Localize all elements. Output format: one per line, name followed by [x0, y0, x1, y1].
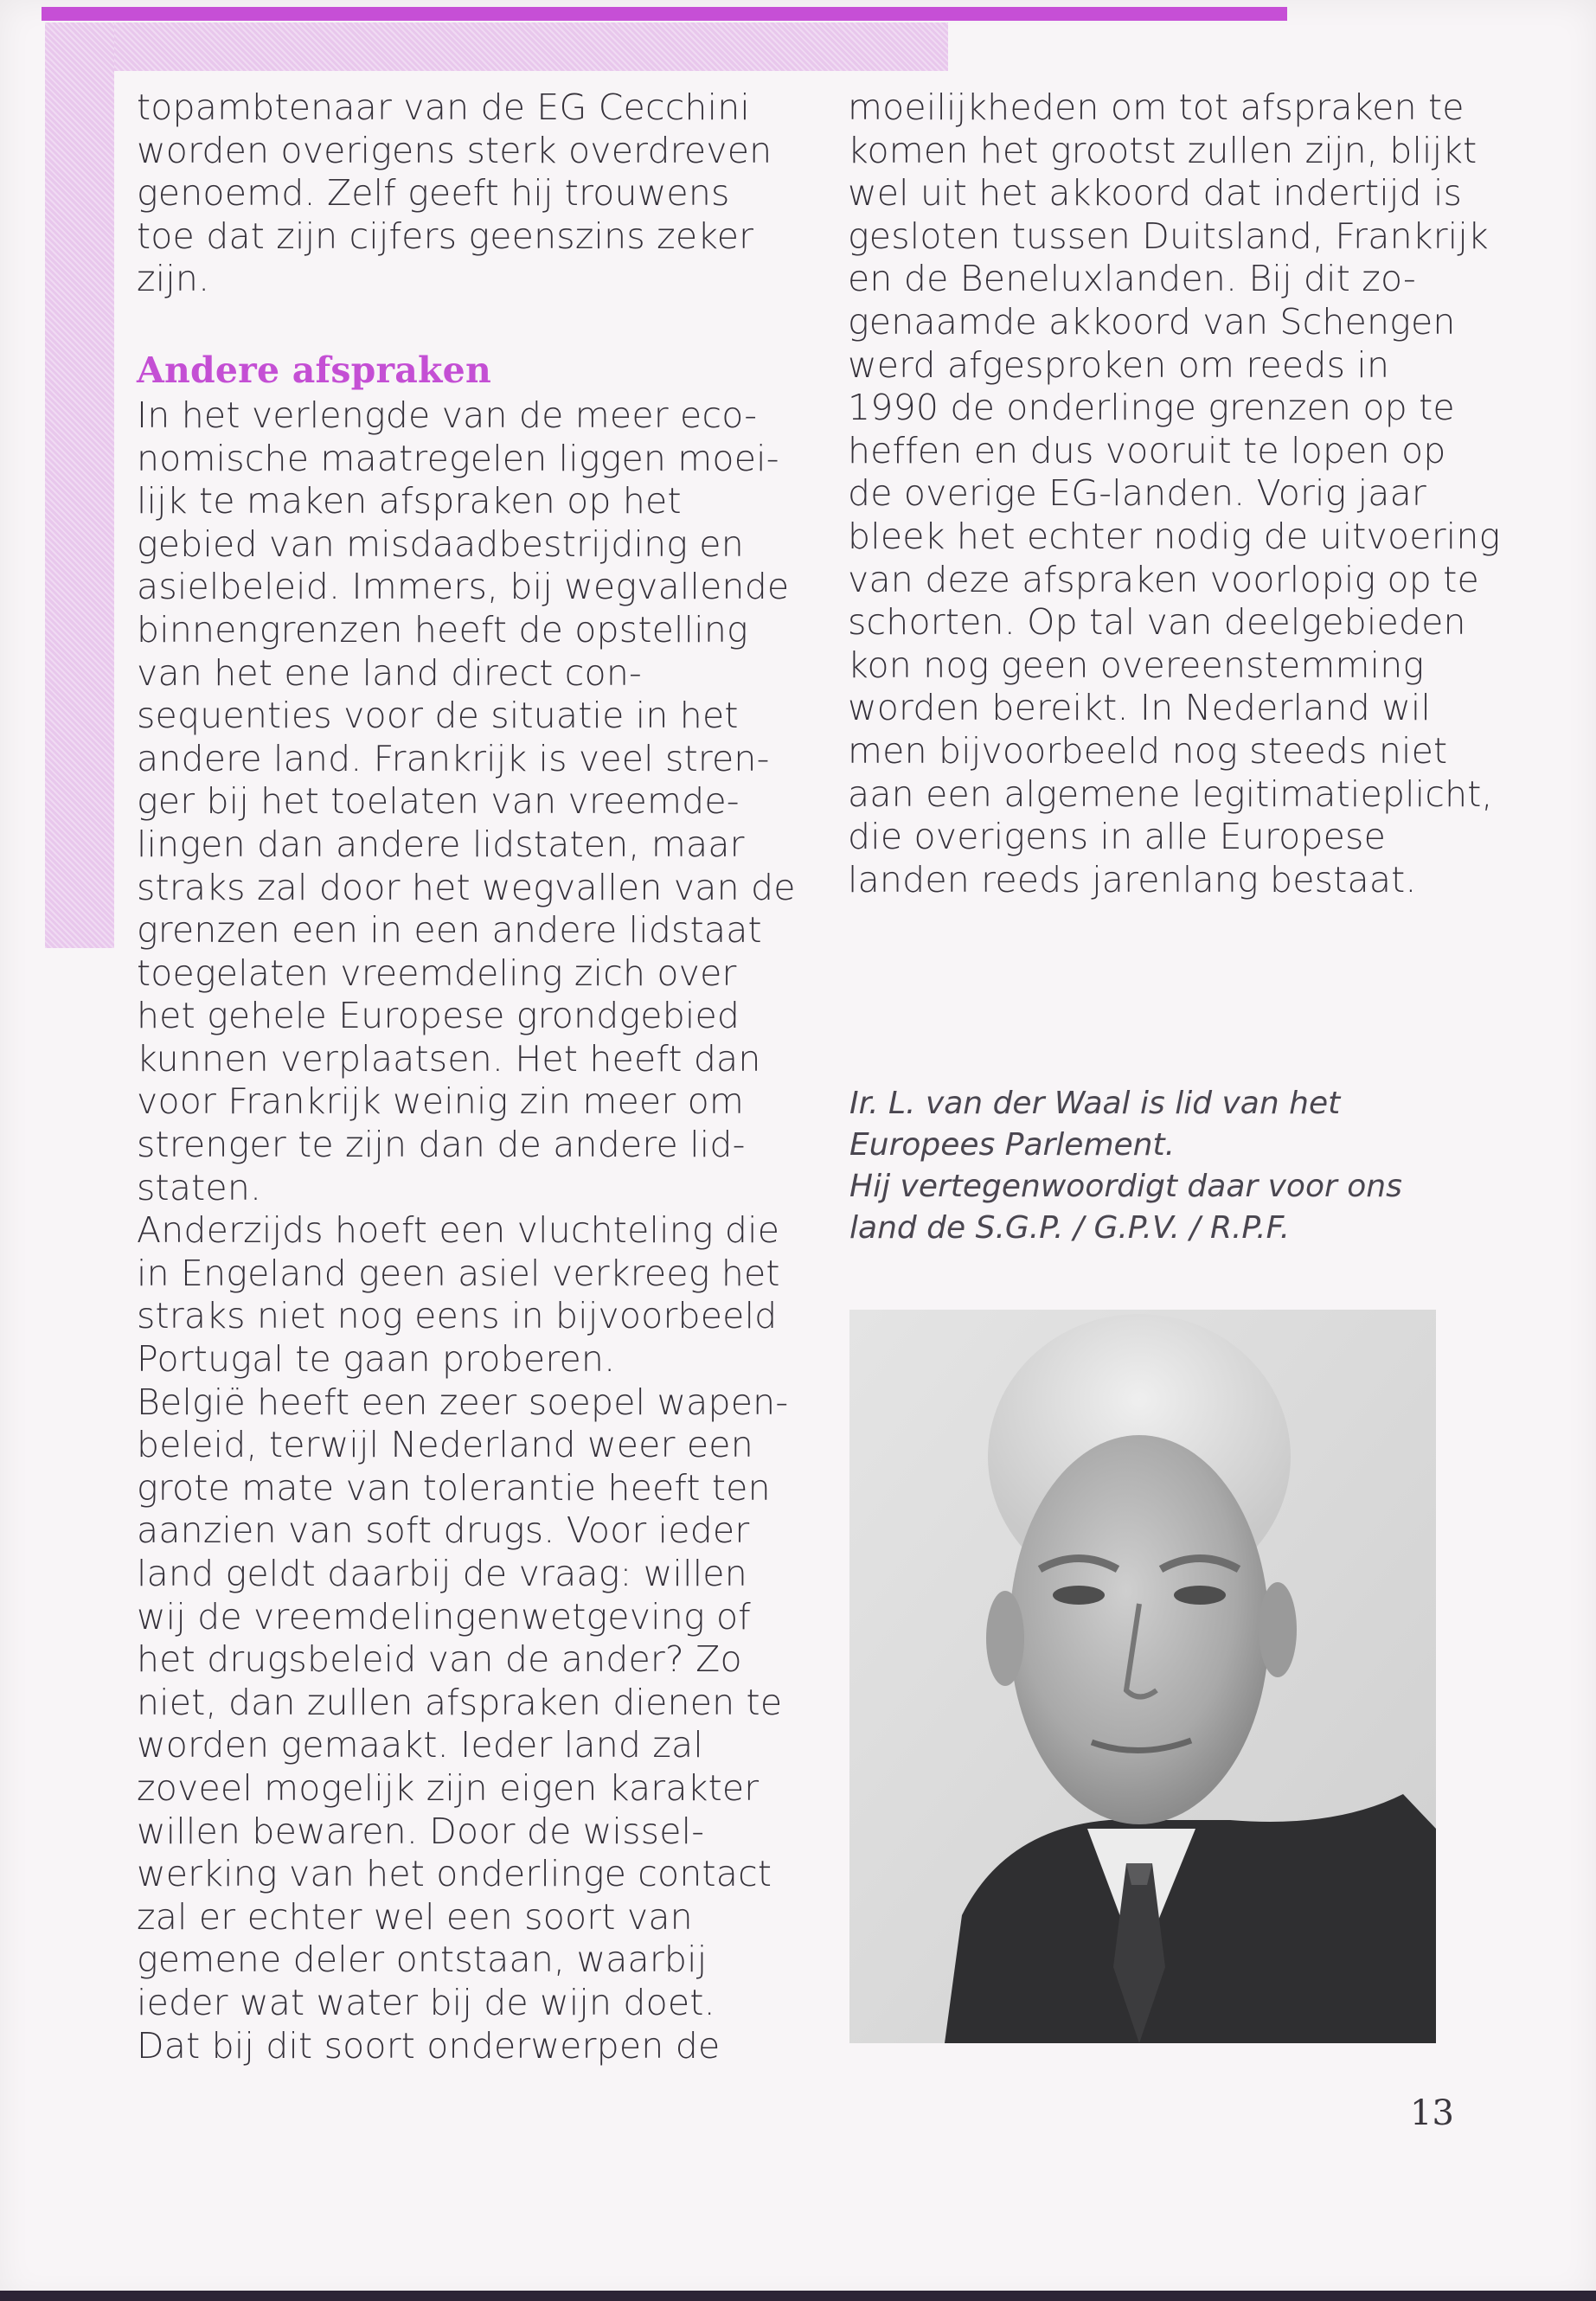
text-line: werd afgesproken om reeds in [848, 343, 1390, 386]
text-line: Anderzijds hoeft een vluchteling die [137, 1209, 780, 1252]
text-line: strenger te zijn dan de andere lid- [137, 1124, 746, 1166]
author-caption [849, 1083, 1490, 1249]
section-heading: Andere afspraken [137, 349, 491, 391]
text-line: gesloten tussen Duitsland, Frankrijk [848, 215, 1489, 257]
text-line: zijn. [137, 258, 210, 300]
page-number: 13 [1410, 2093, 1454, 2133]
text-line: toe dat zijn cijfers geenszins zeker [137, 215, 754, 257]
text-line: worden bereikt. In Nederland wil [848, 687, 1432, 729]
text-line: men bijvoorbeeld nog steeds niet [848, 729, 1448, 772]
text-line: voor Frankrijk weinig zin meer om [137, 1080, 745, 1123]
text-line: topambtenaar van de EG Cecchini [137, 87, 750, 128]
text-line: aanzien van soft drugs. Voor ieder [137, 1509, 750, 1552]
caption-line: Europees Parlement. [849, 1127, 1176, 1163]
author-portrait-photo [849, 1310, 1436, 2043]
text-line: kon nog geen overeenstemming [848, 644, 1425, 686]
top-accent-bar [42, 7, 1287, 21]
text-line: land geldt daarbij de vraag: willen [137, 1553, 747, 1594]
text-line: de overige EG-landen. Vorig jaar [848, 472, 1426, 515]
caption-line: land de S.G.P. / G.P.V. / R.P.F. [849, 1210, 1291, 1246]
text-line: beleid, terwijl Nederland weer een [137, 1424, 753, 1466]
text-line: komen het grootst zullen zijn, blijkt [848, 129, 1477, 171]
caption-line: Ir. L. van der Waal is lid van het [849, 1086, 1341, 1121]
text-line: genoemd. Zelf geeft hij trouwens [137, 172, 730, 215]
text-line: 1990 de onderlinge grenzen op te [848, 387, 1455, 429]
text-line: ger bij het toelaten van vreemde- [137, 780, 740, 823]
text-line: worden gemaakt. Ieder land zal [137, 1724, 703, 1766]
text-line: straks zal door het wegvallen van de [137, 866, 796, 908]
accent-shade-top [45, 22, 948, 71]
text-line: van het ene land direct con- [137, 651, 643, 694]
text-line: België heeft een zeer soepel wapen- [137, 1381, 789, 1423]
text-line: zal er echter wel een soort van [137, 1895, 693, 1938]
bottom-edge-bar [0, 2291, 1596, 2301]
text-line: lingen dan andere lidstaten, maar [137, 823, 745, 865]
text-line: wij de vreemdelingenwetgeving of [137, 1595, 751, 1638]
text-line: staten. [137, 1166, 262, 1208]
paragraph-gap [137, 301, 777, 346]
text-line: schorten. Op tal van deelgebieden [848, 601, 1466, 644]
text-line: gebied van misdaadbestrijding en [137, 522, 744, 565]
text-line: werking van het onderlinge contact [137, 1853, 772, 1895]
text-line: wel uit het akkoord dat indertijd is [848, 172, 1463, 215]
text-line: binnengrenzen heeft de opstelling [137, 608, 748, 651]
text-line: asielbeleid. Immers, bij wegvallende [137, 566, 790, 608]
text-line: ieder wat water bij de wijn doet. [137, 1981, 715, 2023]
text-line: sequenties voor de situatie in het [137, 695, 739, 737]
text-line: in Engeland geen asiel verkreeg het [137, 1252, 780, 1294]
portrait-illustration [849, 1310, 1436, 2043]
right-column [848, 87, 1501, 901]
left-column [137, 87, 796, 2067]
text-line: genaamde akkoord van Schengen [848, 300, 1456, 343]
text-line: zoveel mogelijk zijn eigen karakter [137, 1766, 760, 1809]
text-line: aan een algemene legitimatieplicht, [848, 772, 1493, 815]
text-line: kunnen verplaatsen. Het heeft dan [137, 1037, 761, 1080]
text-line: grote mate van tolerantie heeft ten [137, 1466, 771, 1509]
text-line: grenzen een in een andere lidstaat [137, 909, 762, 952]
text-line: straks niet nog eens in bijvoorbeeld [137, 1295, 778, 1337]
caption-line: Hij vertegenwoordigt daar voor ons [849, 1169, 1402, 1204]
text-line: heffen en dus vooruit te lopen op [848, 429, 1446, 471]
text-line: lijk te maken afspraken op het [137, 480, 682, 522]
text-line: het drugsbeleid van de ander? Zo [137, 1638, 742, 1681]
text-line: bleek het echter nodig de uitvoering [848, 515, 1501, 557]
text-line: Dat bij dit soort onderwerpen de [137, 2024, 721, 2067]
text-line: nomische maatregelen liggen moei- [137, 437, 779, 479]
text-line: willen bewaren. Door de wissel- [137, 1810, 705, 1852]
text-line: In het verlengde van de meer eco- [137, 394, 758, 436]
text-line: andere land. Frankrijk is veel stren- [137, 737, 770, 779]
accent-shade-side [45, 22, 114, 948]
text-line: toegelaten vreemdeling zich over [137, 952, 737, 994]
text-line: het gehele Europese grondgebied [137, 995, 740, 1037]
text-line: gemene deler ontstaan, waarbij [137, 1939, 708, 1981]
text-line: van deze afspraken voorlopig op te [848, 558, 1479, 600]
text-line: Portugal te gaan proberen. [137, 1338, 616, 1381]
text-line: worden overigens sterk overdreven [137, 129, 772, 171]
text-line: en de Beneluxlanden. Bij dit zo- [848, 258, 1416, 300]
text-line: niet, dan zullen afspraken dienen te [137, 1681, 783, 1723]
text-line: die overigens in alle Europese [848, 816, 1387, 858]
text-line: moeilijkheden om tot afspraken te [848, 87, 1465, 128]
text-line: landen reeds jarenlang bestaat. [848, 858, 1417, 901]
